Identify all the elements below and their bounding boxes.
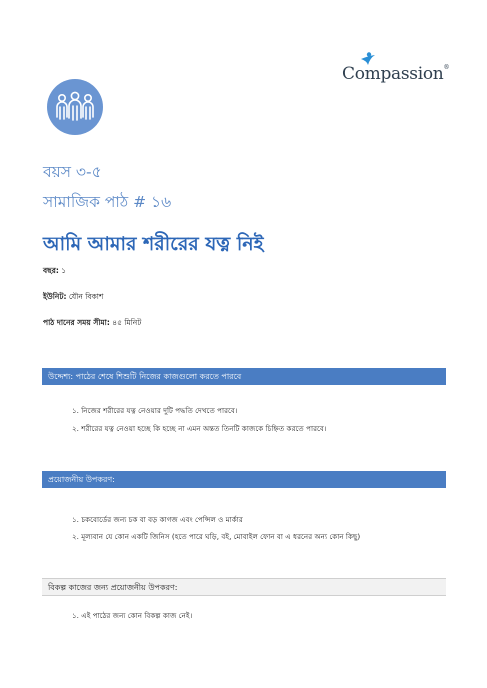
time-label: পাঠ দানের সময় সীমা:	[43, 318, 110, 327]
list-item: ২. মূল্যবান যে কোন একটি জিনিস (হতে পারে ঘড়ি, বই, মোবাইল ফোন বা এ ধরনের অন্য কোন কিছু)	[72, 532, 361, 541]
unit-label: ইউনিট:	[43, 292, 67, 301]
alternative-heading: বিকল্প কাজের জন্য প্রয়োজনীয় উপকরণ:	[42, 578, 446, 596]
materials-heading: প্রয়োজনীয় উপকরণ:	[42, 471, 446, 488]
time-line	[43, 318, 141, 330]
year-label: বছর:	[43, 266, 59, 275]
logo-reg-mark: ®	[443, 64, 450, 71]
lesson-heading: সামাজিক পাঠ # ১৬	[43, 193, 172, 211]
children-group-icon	[47, 79, 103, 135]
age-heading: বয়স ৩-৫	[43, 163, 102, 181]
list-item: ১. চকবোর্ডের জন্য চক বা বড় কাগজ এবং পেন্সিল ও মার্কার	[72, 515, 243, 524]
list-item: ১. এই পাঠের জন্য কোন বিকল্প কাজ নেই।	[72, 611, 193, 620]
unit-value: যৌন বিকাশ	[68, 292, 104, 301]
time-value: ৪৫ মিনিট	[112, 318, 142, 327]
year-line	[43, 266, 66, 278]
logo-text: Compassion	[342, 64, 444, 84]
unit-line	[43, 292, 103, 304]
objective-heading: উদ্দেশ্য: পাঠের শেষে শিশুটি নিজের কাজগুলো করতে পারবে	[42, 368, 446, 385]
list-item: ১. নিজের শরীরের যত্ন নেওয়ার দুটি পদ্ধতি দেখতে পারবে।	[72, 406, 238, 415]
list-item: ২. শরীরের যত্ন নেওয়া হচ্ছে কি হচ্ছে না এমন অন্তত তিনটি কাজকে চিহ্নিত করতে পারবে।	[72, 424, 327, 433]
lesson-title: আমি আমার শরীরের যত্ন নিই	[43, 233, 264, 255]
compassion-logo	[342, 52, 450, 92]
year-value: ১	[61, 266, 67, 275]
